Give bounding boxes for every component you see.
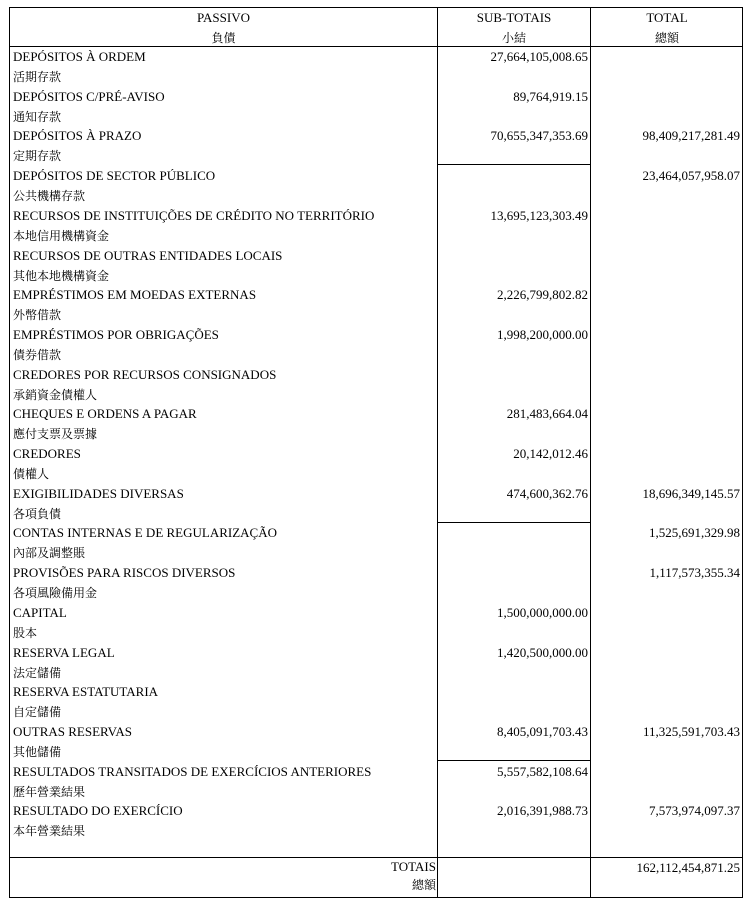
row-subtotal: 89,764,919.15 (513, 88, 588, 104)
row-label-zh: 定期存款 (13, 149, 62, 164)
row-subtotal: 13,695,123,303.49 (490, 207, 588, 223)
table-row (13, 484, 433, 524)
table-row (13, 563, 433, 603)
row-label-pt: DEPÓSITOS DE SECTOR PÚBLICO (13, 168, 216, 184)
row-label-zh: 各項風險備用金 (13, 586, 98, 601)
row-label-pt: EMPRÉSTIMOS POR OBRIGAÇÕES (13, 326, 219, 342)
row-label-pt: PROVISÕES PARA RISCOS DIVERSOS (13, 565, 236, 581)
row-label-zh: 其他本地機構資金 (13, 268, 110, 283)
row-subtotal: 27,664,105,008.65 (490, 49, 588, 64)
row-subtotal: 1,500,000,000.00 (497, 604, 588, 620)
row-label-zh: 公共機構存款 (13, 189, 86, 204)
header-passivo-pt: PASSIVO (197, 10, 250, 25)
row-total: 23,464,057,958.07 (642, 168, 740, 184)
header-total (591, 8, 743, 48)
table-row (13, 523, 433, 563)
row-label-pt: RESERVA LEGAL (13, 644, 115, 660)
row-total: 11,325,591,703.43 (642, 723, 740, 739)
row-label-zh: 歷年營業結果 (13, 784, 86, 799)
table-row (13, 404, 433, 444)
table-row (13, 444, 433, 484)
row-total: 1,525,691,329.98 (649, 525, 740, 541)
row-subtotal: 20,142,012.46 (513, 446, 588, 461)
row-label-zh: 本地信用機構資金 (13, 228, 110, 243)
row-label-zh: 債權人 (13, 467, 50, 481)
row-total: 1,117,573,355.34 (649, 565, 740, 581)
row-label-pt: RESERVA ESTATUTARIA (13, 684, 159, 700)
table-row (13, 722, 433, 762)
row-label-pt: RECURSOS DE INSTITUIÇÕES DE CRÉDITO NO TERRITÓRIO (13, 207, 375, 223)
row-subtotal: 1,420,500,000.00 (497, 644, 588, 660)
row-label-pt: RECURSOS DE OUTRAS ENTIDADES LOCAIS (13, 247, 283, 263)
table-row (13, 166, 433, 206)
row-label-zh: 股本 (13, 625, 38, 640)
row-subtotal: 2,016,391,988.73 (497, 803, 588, 819)
totals-label-pt: TOTAIS (391, 859, 436, 874)
table-row (13, 206, 433, 246)
row-label-pt: CHEQUES E ORDENS A PAGAR (13, 406, 197, 422)
row-label-pt: DEPÓSITOS À PRAZO (13, 128, 142, 144)
row-subtotal: 474,600,362.76 (506, 485, 588, 501)
row-label-pt: DEPÓSITOS À ORDEM (13, 49, 146, 64)
row-label-zh: 自定儲備 (13, 705, 62, 720)
row-label-pt: DEPÓSITOS C/PRÉ-AVISO (13, 88, 165, 104)
subtotal-group-divider (437, 522, 590, 523)
subtotal-group-divider (437, 164, 590, 165)
row-label-zh: 內部及調整賬 (13, 546, 86, 561)
row-label-zh: 外幣借款 (13, 308, 62, 323)
row-label-pt: EXIGIBILIDADES DIVERSAS (13, 485, 184, 501)
header-passivo-zh: 負債 (211, 31, 236, 45)
table-row (13, 126, 433, 166)
header-total-zh: 總額 (654, 31, 679, 45)
row-label-pt: CONTAS INTERNAS E DE REGULARIZAÇÃO (13, 525, 278, 541)
totals-label (391, 858, 436, 894)
table-row (13, 762, 433, 802)
row-label-pt: OUTRAS RESERVAS (13, 723, 132, 739)
row-label-zh: 法定儲備 (13, 665, 62, 680)
row-label-zh: 活期存款 (13, 70, 62, 84)
liabilities-table (9, 7, 743, 898)
row-label-zh: 各項負債 (13, 506, 62, 521)
row-subtotal: 2,226,799,802.82 (497, 287, 588, 303)
table-row (13, 603, 433, 643)
header-passivo (10, 8, 437, 48)
row-label-pt: RESULTADOS TRANSITADOS DE EXERCÍCIOS ANTERIORES (13, 763, 372, 779)
row-subtotal: 5,557,582,108.64 (497, 763, 588, 779)
row-label-pt: CREDORES POR RECURSOS CONSIGNADOS (13, 366, 277, 382)
table-row (13, 285, 433, 325)
row-subtotal: 1,998,200,000.00 (497, 326, 588, 342)
row-total: 98,409,217,281.49 (642, 128, 740, 144)
row-total: 7,573,974,097.37 (649, 803, 740, 819)
totals-value: 162,112,454,871.25 (636, 860, 740, 875)
row-label-zh: 債券借款 (13, 347, 62, 362)
header-subtotals (438, 8, 590, 48)
header-total-pt: TOTAL (646, 10, 688, 25)
table-row (13, 682, 433, 722)
table-row (13, 643, 433, 683)
row-subtotal: 8,405,091,703.43 (497, 723, 588, 739)
row-subtotal: 281,483,664.04 (506, 406, 588, 422)
table-row (13, 801, 433, 841)
table-row (13, 87, 433, 127)
row-label-pt: RESULTADO DO EXERCÍCIO (13, 803, 183, 819)
table-row (13, 246, 433, 286)
row-label-zh: 應付支票及票據 (13, 427, 98, 442)
row-subtotal: 70,655,347,353.69 (490, 128, 588, 144)
table-row (13, 365, 433, 405)
row-label-zh: 承銷資金債權人 (13, 387, 98, 402)
row-label-pt: EMPRÉSTIMOS EM MOEDAS EXTERNAS (13, 287, 257, 303)
row-label-zh: 本年營業結果 (13, 824, 86, 839)
row-label-zh: 其他儲備 (13, 744, 62, 759)
header-subtotals-pt: SUB-TOTAIS (476, 10, 552, 25)
totals-label-zh: 總額 (411, 878, 436, 892)
table-row (13, 325, 433, 365)
row-label-pt: CREDORES (13, 446, 81, 461)
row-label-pt: CAPITAL (13, 604, 67, 620)
header-subtotals-zh: 小結 (501, 31, 526, 45)
row-total: 18,696,349,145.57 (642, 485, 740, 501)
row-label-zh: 通知存款 (13, 109, 62, 124)
table-row (13, 47, 433, 87)
